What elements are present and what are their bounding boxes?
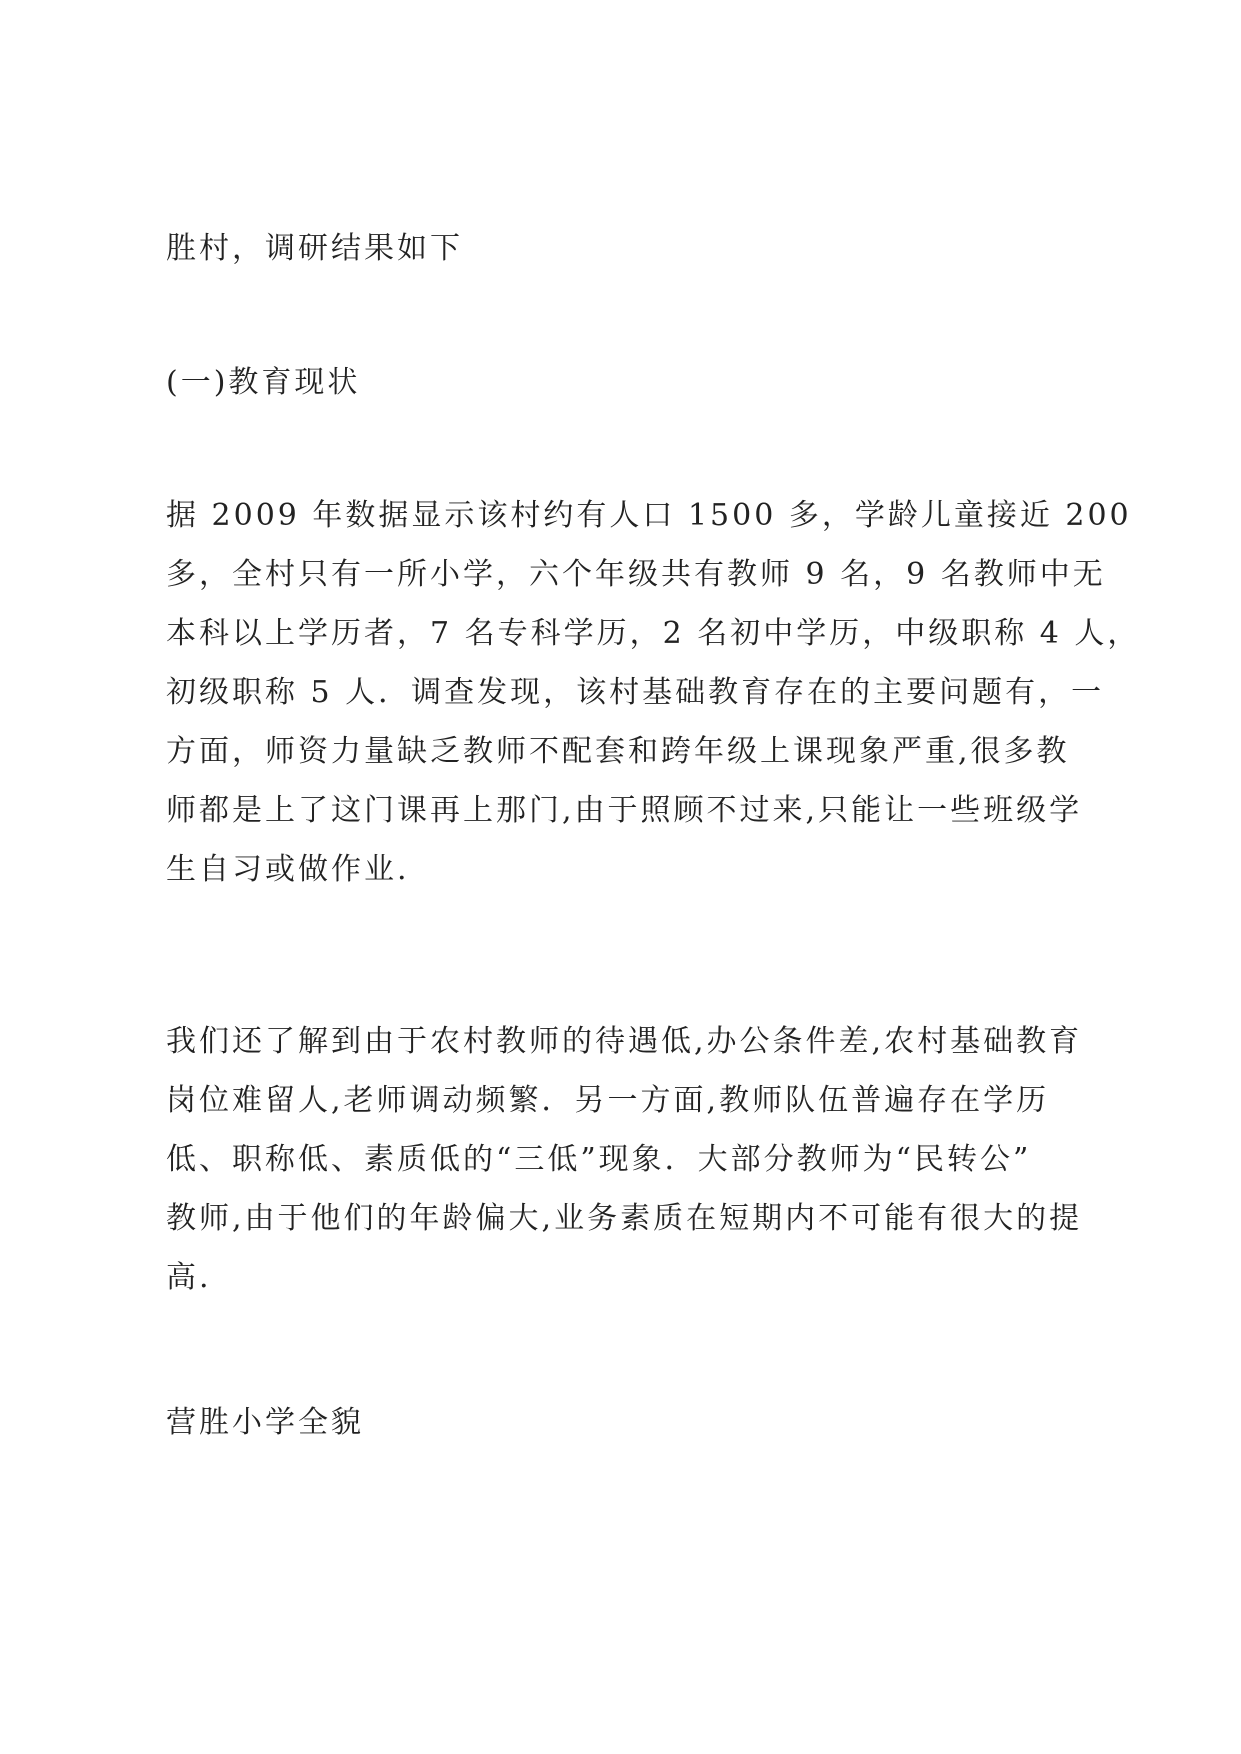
text-line: 师都是上了这门课再上那门,由于照顾不过来,只能让一些班级学 — [166, 793, 1083, 828]
text-line: 营胜小学全貌 — [166, 1405, 364, 1440]
text-line: 生自习或做作业. — [166, 852, 410, 887]
intro-line — [166, 219, 463, 278]
text-line: 初级职称 5 人．调查发现，该村基础教育存在的主要问题有，一 — [166, 675, 1105, 710]
text-line: 胜村，调研结果如下 — [166, 231, 463, 266]
text-line: (一)教育现状 — [166, 365, 361, 400]
text-line: 岗位难留人,老师调动频繁．另一方面,教师队伍普遍存在学历 — [166, 1083, 1050, 1118]
text-line: 教师,由于他们的年龄偏大,业务素质在短期内不可能有很大的提 — [166, 1201, 1083, 1236]
text-line: 方面，师资力量缺乏教师不配套和跨年级上课现象严重,很多教 — [166, 734, 1070, 769]
text-line: 本科以上学历者，7 名专科学历，2 名初中学历，中级职称 4 人， — [166, 616, 1141, 651]
text-line: 低、职称低、素质低的“三低”现象．大部分教师为“民转公” — [166, 1142, 1032, 1177]
paragraph-teacher-issues — [166, 1012, 1082, 1307]
image-caption — [166, 1393, 364, 1452]
section-heading — [166, 353, 360, 412]
text-line: 据 2009 年数据显示该村约有人口 1500 多，学龄儿童接近 200 — [166, 498, 1132, 533]
text-line: 多，全村只有一所小学，六个年级共有教师 9 名，9 名教师中无 — [166, 557, 1106, 592]
text-line: 高. — [166, 1260, 212, 1295]
paragraph-education-status — [166, 486, 1140, 899]
text-line: 我们还了解到由于农村教师的待遇低,办公条件差,农村基础教育 — [166, 1024, 1083, 1059]
